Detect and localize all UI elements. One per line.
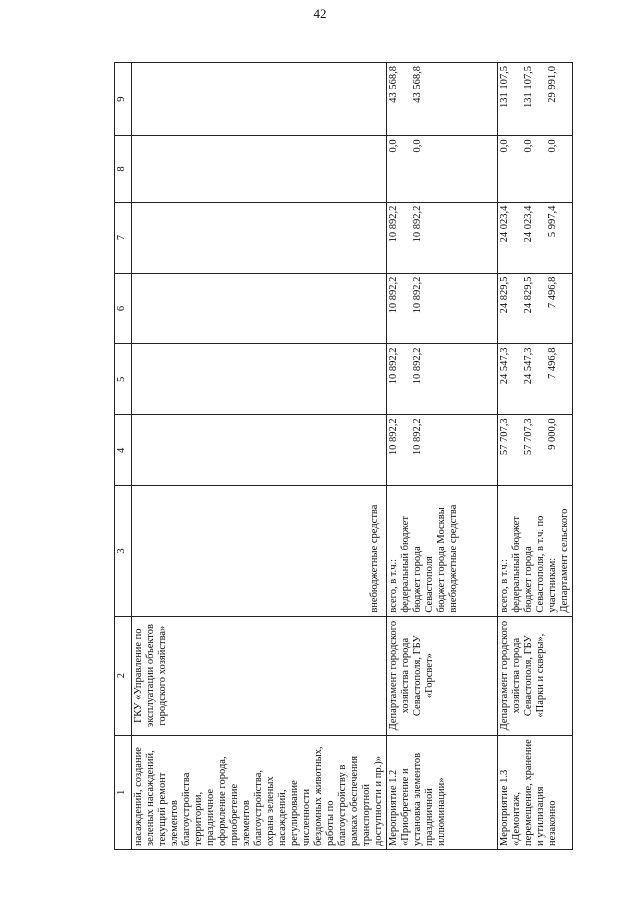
amount-federal — [511, 206, 523, 270]
amount-federal — [400, 206, 412, 270]
amount-cell — [387, 136, 498, 202]
amount-cell — [387, 344, 498, 415]
funding-source: бюджет города Москвы — [436, 507, 447, 613]
amount-city: 43 568,8 — [412, 66, 423, 103]
header-cell: 9 — [115, 63, 132, 136]
amount-cell — [498, 136, 573, 202]
amount-federal — [400, 347, 412, 411]
amount-cell — [498, 344, 573, 415]
funding-source — [157, 489, 169, 612]
executor: Департамент городского хозяйства города Севастополя, ГБУ «Парки и скверы», — [498, 616, 573, 735]
amount-cell — [132, 136, 387, 202]
amount-participant: 7 496,8 — [547, 276, 558, 309]
amount-participant: 29 991,0 — [547, 66, 558, 103]
amount-cell — [132, 273, 387, 344]
funding-source — [145, 489, 157, 612]
amount-city: 0,0 — [412, 139, 423, 153]
table-header-row — [115, 63, 132, 850]
amount-city: 10 892,2 — [412, 276, 423, 314]
funding-source: федеральный бюджет — [511, 516, 522, 613]
amount-cell — [387, 273, 498, 344]
amount-city: 24 547,3 — [523, 347, 534, 385]
funding-sources — [498, 486, 573, 616]
amount-participant: 7 496,8 — [547, 347, 558, 379]
amount-city: 57 707,3 — [523, 418, 534, 456]
executor: Департамент городского хозяйства города Севастополя, ГБУ «Горсвет» — [387, 616, 498, 735]
rotated-table-content — [114, 62, 570, 850]
amount-total: 57 707,3 — [499, 418, 510, 456]
amount-city: 24 023,4 — [523, 205, 534, 243]
amount-total: 10 892,2 — [388, 347, 399, 385]
amount-federal — [511, 347, 523, 411]
funding-source — [133, 489, 145, 612]
funding-sources — [387, 486, 498, 616]
table-row — [387, 63, 498, 850]
amount-federal — [511, 277, 523, 341]
amount-total: 131 107,5 — [499, 66, 510, 108]
amount-cell — [387, 415, 498, 486]
executor: ГКУ «Управление по эксплуатации объектов городского хозяйства» — [132, 616, 387, 735]
amount-total: 10 892,2 — [388, 276, 399, 314]
amount-federal — [400, 66, 412, 132]
amount-cell — [132, 202, 387, 273]
amount-cell — [387, 202, 498, 273]
amount-federal — [511, 66, 523, 132]
page-number: 42 — [313, 6, 327, 21]
table-row — [498, 63, 573, 850]
amount-total: 43 568,8 — [388, 66, 399, 103]
amount-city: 0,0 — [523, 139, 534, 153]
funding-source: бюджет города Севастополя, в т.ч. по участникам: — [523, 515, 558, 613]
funding-source — [169, 489, 181, 612]
amount-city: 24 829,5 — [523, 276, 534, 314]
funding-source: федеральный бюджет — [400, 516, 411, 613]
table-row — [132, 63, 387, 850]
amount-federal — [400, 139, 412, 198]
funding-sources — [132, 486, 387, 616]
measure-description: насаждений, создание зеленых насаждений, текущий ремонт элементов благоустройства территории, праздничное оформление города, приобретение элементов благоустройства, охрана зеленых насаждений, регулирование численности бездомных животных, работы по благоустройству в рамках обеспечения транспортной доступности и пр.)» — [132, 735, 387, 849]
amount-cell — [132, 415, 387, 486]
amount-total: 24 023,4 — [499, 205, 510, 243]
amount-federal — [400, 277, 412, 341]
header-cell: 5 — [115, 344, 132, 415]
header-cell: 4 — [115, 415, 132, 486]
amount-participant: 0,0 — [547, 139, 558, 153]
funding-source: всего, в т.ч.: — [388, 558, 399, 613]
amount-cell — [498, 273, 573, 344]
measure-description: Мероприятие 1.3 «Демонтаж, перемещение, хранение и утилизация незаконно — [498, 735, 573, 849]
amount-total: 24 829,5 — [499, 276, 510, 314]
measure-description: Мероприятие 1.2 «Приобретение и установка элементов праздничной иллюминации» — [387, 735, 498, 849]
amount-total: 10 892,2 — [388, 418, 399, 456]
amount-cell — [132, 63, 387, 136]
header-cell: 3 — [115, 486, 132, 616]
amount-city: 10 892,2 — [412, 418, 423, 456]
amount-total: 10 892,2 — [388, 205, 399, 243]
amount-federal — [511, 418, 523, 482]
budget-table — [114, 62, 573, 850]
header-cell: 6 — [115, 273, 132, 344]
amount-federal — [511, 139, 523, 198]
amount-participant: 5 997,4 — [547, 205, 558, 238]
amount-city: 10 892,2 — [412, 347, 423, 385]
header-cell: 7 — [115, 202, 132, 273]
funding-source: внебюджетные средства — [369, 504, 380, 613]
header-cell: 2 — [115, 616, 132, 735]
amount-total: 24 547,3 — [499, 347, 510, 385]
amount-cell — [387, 63, 498, 136]
funding-source: Департамент сельского — [559, 508, 570, 613]
funding-source: внебюджетные средства — [448, 504, 459, 613]
funding-source: бюджет города Севастополя — [412, 546, 435, 613]
amount-cell — [132, 344, 387, 415]
funding-source: всего, в т.ч.: — [499, 558, 510, 613]
amount-cell — [498, 63, 573, 136]
header-cell: 8 — [115, 136, 132, 202]
amount-cell — [498, 415, 573, 486]
amount-city: 131 107,5 — [523, 66, 534, 108]
header-cell: 1 — [115, 735, 132, 849]
amount-total: 0,0 — [499, 139, 510, 153]
amount-total: 0,0 — [388, 139, 399, 153]
amount-federal — [400, 418, 412, 482]
amount-participant: 9 000,0 — [547, 418, 558, 450]
amount-city: 10 892,2 — [412, 205, 423, 243]
amount-cell — [498, 202, 573, 273]
rotated-table-frame — [114, 62, 570, 850]
